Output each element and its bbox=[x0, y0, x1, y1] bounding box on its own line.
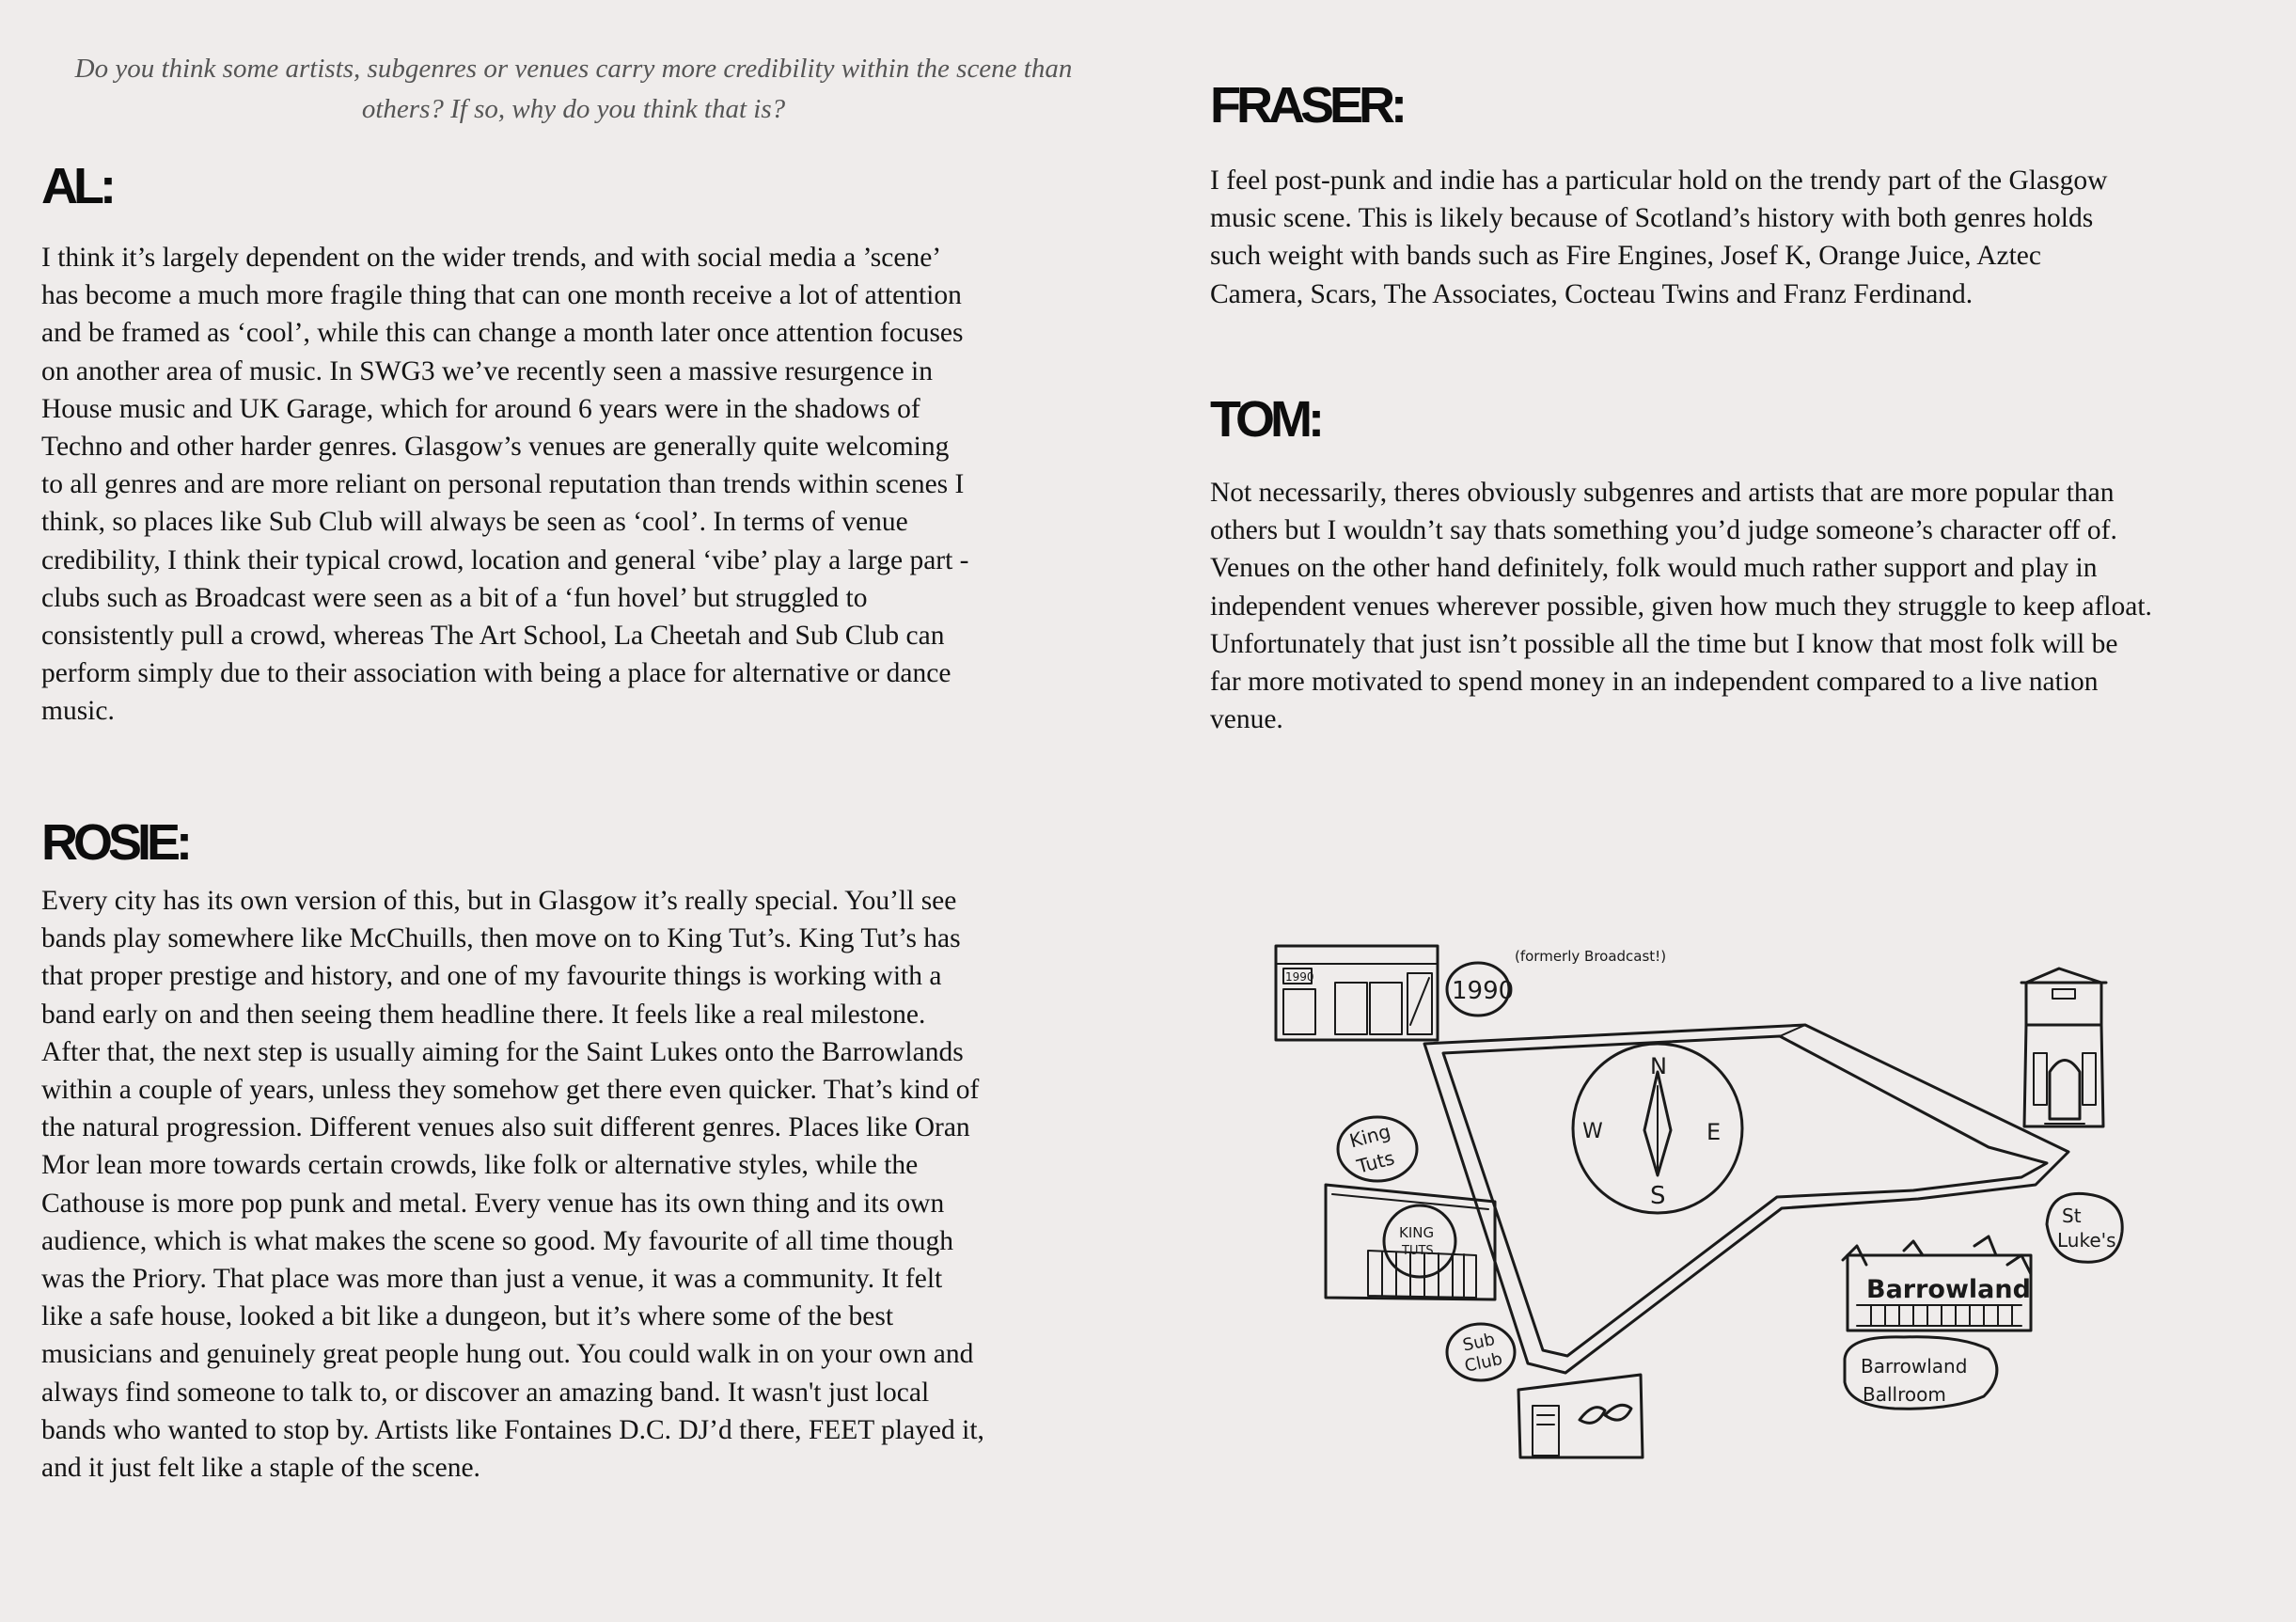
heading-tom: TOM: bbox=[1210, 391, 1320, 448]
sub-club-label-2: Club bbox=[1462, 1348, 1504, 1377]
st-lukes-label-2: Luke's bbox=[2057, 1229, 2116, 1252]
venue-1990-label: 1990 bbox=[1452, 977, 1515, 1005]
barrowland-label-2: Ballroom bbox=[1863, 1383, 1946, 1406]
king-tuts-bubble bbox=[1338, 1117, 1417, 1181]
st-lukes-label-1: St bbox=[2062, 1205, 2082, 1227]
venue-1990-note: (formerly Broadcast!) bbox=[1515, 948, 1667, 965]
heading-fraser: FRASER: bbox=[1210, 77, 1403, 134]
road-outline bbox=[1424, 1025, 2068, 1373]
st-lukes-building bbox=[2021, 968, 2106, 1126]
sub-club-bubble bbox=[1447, 1324, 1515, 1380]
response-tom: Not necessarily, theres obviously subgenres and artists that are more popular than others but I wouldn’t say thats something you’d judge someone’s character off of. Venues on the other hand definitely, folk would much rather support and play in independent venues wherever possible, given how much they struggle to keep afloat. Unfortunately that just isn’t possible all the time but I know that most folk will be far more motivated to spend money in an independent compared to a live nation venue. bbox=[1210, 478, 2152, 735]
barrowland-bubble bbox=[1845, 1337, 1997, 1409]
king-tuts-sign-1: KING bbox=[1399, 1224, 1435, 1241]
venue-1990-building bbox=[1276, 946, 1438, 1040]
compass-west: W bbox=[1582, 1120, 1603, 1143]
compass-east: E bbox=[1706, 1119, 1722, 1145]
barrowland-label-1: Barrowland bbox=[1861, 1355, 1968, 1378]
compass-rose bbox=[1573, 1044, 1742, 1213]
venue-1990-sign: 1990 bbox=[1285, 970, 1314, 984]
heading-al: AL: bbox=[41, 158, 112, 214]
barrowland-sign: Barrowland bbox=[1866, 1275, 2031, 1304]
response-rosie: Every city has its own version of this, but in Glasgow it’s really special. You’ll see bands play somewhere like McChuills, then move on to King Tut’s. King Tut’s has that proper prestige and history, and one of my favourite things is working with a band early on and then seeing them headline there. It feels like a real milestone. After that, the next step is usually aiming for the Saint Lukes onto the Barrowlands within a couple of years, unless they somehow get there even quicker. That’s kind of the natural progression. Different venues also suit different genres. Places like Oran Mor lean more towards certain crowds, like folk or alternative styles, while the Cathouse is more pop punk and metal. Every venue has its own thing and its own audience, which is what makes the scene so good. My favourite of all time though was the Priory. That place was more than just a venue, it was a community. It felt like a safe house, looked a bit like a dungeon, but it’s where some of the best musicians and genuinely great people hung out. You could walk in on your own and always find someone to talk to, or discover an amazing band. It wasn't just local bands who wanted to stop by. Artists like Fontaines D.C. DJ’d there, FEET played it, and it just felt like a staple of the scene. bbox=[41, 886, 984, 1484]
compass-south: S bbox=[1650, 1182, 1666, 1210]
compass-north: N bbox=[1650, 1053, 1667, 1079]
king-tuts-label-2: Tuts bbox=[1354, 1146, 1397, 1178]
st-lukes-bubble bbox=[2047, 1193, 2122, 1262]
venue-1990-bubble bbox=[1447, 948, 1666, 1016]
response-al: I think it’s largely dependent on the wider trends, and with social media a ’scene’ has become a much more fragile thing that can one month receive a lot of attention and be framed as ‘cool’, while this can change a month later once attention focuses on another area of music. In SWG3 we’ve recently seen a massive resurgence in House music and UK Garage, which for around 6 years were in the shadows of Techno and other harder genres. Glasgow’s venues are generally quite welcoming to all genres and are more reliant on personal reputation than trends within scenes I think, so places like Sub Club will always be seen as ‘cool’. In terms of venue credibility, I think their typical crowd, location and general ‘vibe’ play a large part - clubs such as Broadcast were seen as a bit of a ‘fun hovel’ but struggled to consistently pull a crowd, whereas The Art School, La Cheetah and Sub Club can perform simply due to their association with being a place for alternative or dance music. bbox=[41, 243, 969, 727]
king-tuts-label-1: King bbox=[1346, 1119, 1393, 1153]
king-tuts-sign-2: TUTS bbox=[1402, 1244, 1434, 1258]
interview-question: Do you think some artists, subgenres or venues carry more credibility within the scene than others? If so, why do you think that is? bbox=[74, 54, 1073, 124]
venue-map-illustration bbox=[1265, 931, 2158, 1476]
heading-rosie: ROSIE: bbox=[41, 814, 189, 871]
sub-club-label-1: Sub bbox=[1460, 1329, 1497, 1356]
king-tuts-building bbox=[1326, 1185, 1495, 1299]
sub-club-building bbox=[1518, 1375, 1643, 1457]
response-fraser: I feel post-punk and indie has a particular hold on the trendy part of the Glasgow music scene. This is likely because of Scotland’s history with both genres holds such weight with bands such as Fire Engines, Josef K, Orange Juice, Aztec Camera, Scars, The Associates, Cocteau Twins and Franz Ferdinand. bbox=[1210, 165, 2108, 309]
barrowland-building bbox=[1843, 1236, 2031, 1331]
